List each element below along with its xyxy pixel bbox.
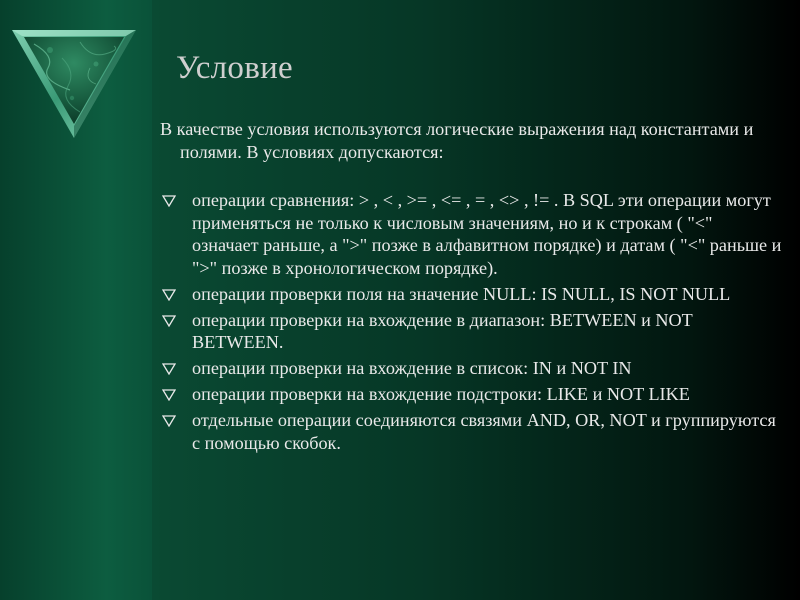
hollow-down-triangle-icon: [162, 363, 176, 375]
intro-paragraph: В качестве условия используются логические выражения над константами и полями. В условиях допускаются:: [160, 119, 754, 162]
hollow-down-triangle-icon: [162, 389, 176, 401]
list-item-text: операции сравнения: > , < , >= , <= , = , <> , != . В SQL эти операции могут применяться не только к числовым значениям, но и к строкам ( "<" означает раньше, а ">" позже в алфавитном порядке) и датам ( "<" раньше и ">" позже в хронологическом порядке).: [192, 190, 782, 278]
hollow-down-triangle-icon: [162, 195, 176, 207]
list-item-text: операции проверки поля на значение NULL: IS NULL, IS NOT NULL: [192, 283, 731, 304]
list-item: [160, 383, 782, 406]
list-item: [160, 357, 782, 380]
hollow-down-triangle-icon: [162, 315, 176, 327]
list-item-text: операции проверки на вхождение в диапазон: BETWEEN и NOT BETWEEN.: [192, 309, 693, 352]
list-item: [160, 283, 782, 306]
green-marble-triangle-icon: [10, 28, 138, 140]
list-item: [160, 409, 782, 454]
list-item: [160, 309, 782, 354]
list-item-text: операции проверки на вхождение в список: IN и NOT IN: [192, 358, 632, 378]
slide-content: [160, 118, 782, 458]
list-item-text: операции проверки на вхождение подстроки: LIKE и NOT LIKE: [192, 384, 690, 404]
bullet-list: [160, 189, 782, 454]
hollow-down-triangle-icon: [162, 289, 176, 301]
list-item: [160, 189, 782, 279]
slide-title: Условие: [176, 50, 294, 86]
hollow-down-triangle-icon: [162, 415, 176, 427]
list-item-text: отдельные операции соединяются связями AND, OR, NOT и группируются с помощью скобок.: [192, 410, 776, 453]
